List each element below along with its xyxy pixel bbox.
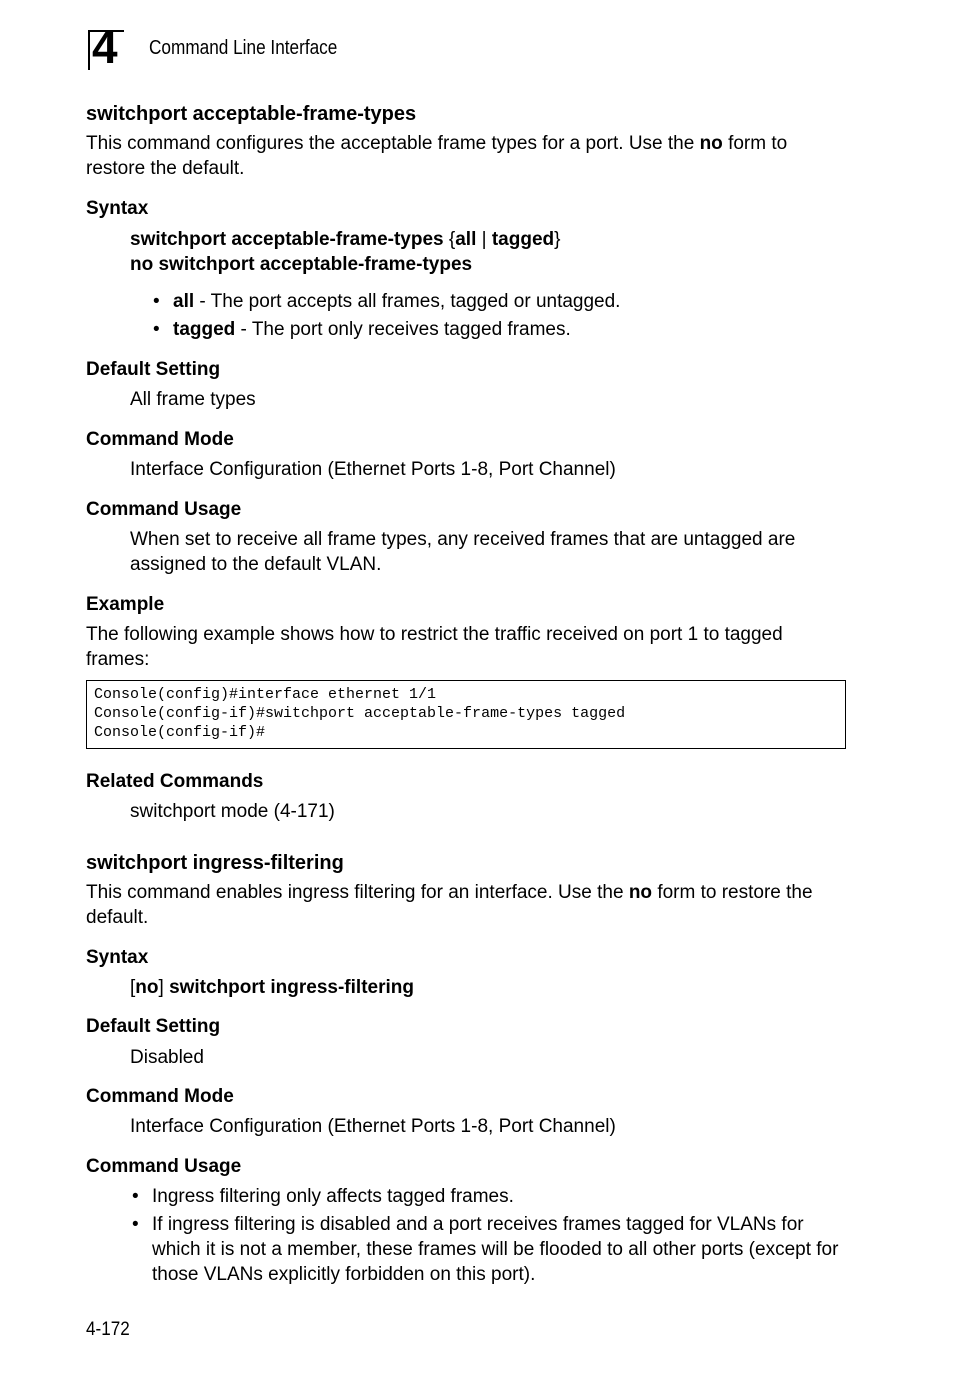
syntax-bracket-close: ]	[158, 977, 170, 998]
description-keyword: no	[628, 882, 653, 903]
code-line: Console(config-if)#switchport acceptable-frame-types tagged	[94, 705, 626, 722]
param-item	[153, 289, 621, 314]
syntax-no-command: no switchport acceptable-frame-types	[130, 254, 473, 275]
command-mode-value: Interface Configuration (Ethernet Ports 1-8, Port Channel)	[130, 1116, 616, 1137]
command-mode-value: Interface Configuration (Ethernet Ports 1-8, Port Channel)	[130, 459, 616, 480]
syntax-heading: Syntax	[86, 947, 149, 968]
syntax-option-all: all	[455, 229, 477, 250]
syntax-no-keyword: no	[135, 977, 159, 998]
param-term: all	[173, 291, 195, 312]
description-text: This command enables ingress filtering for an interface. Use the	[86, 882, 629, 903]
page-number: 4-172	[86, 1319, 130, 1340]
description-keyword: no	[699, 133, 723, 154]
usage-bullet-text: If ingress filtering is disabled and a port receives frames tagged for VLANs for which it is not a member, these frames will be flooded to all other ports (except for those VLANs explicitly forbidden on this port).	[152, 1214, 839, 1285]
command-title-acceptable-frame-types: switchport acceptable-frame-types	[86, 103, 417, 125]
syntax-brace-open: {	[443, 229, 456, 250]
example-heading: Example	[86, 594, 165, 615]
command-description	[86, 880, 846, 930]
default-setting-value: Disabled	[130, 1047, 204, 1068]
syntax-no-form	[130, 252, 846, 277]
related-command-link[interactable]: switchport mode (4-171)	[130, 801, 335, 822]
usage-bullet	[132, 1184, 846, 1209]
bullet-marker: •	[153, 291, 160, 312]
syntax-option-tagged: tagged	[491, 229, 555, 250]
example-text: The following example shows how to restrict the traffic received on port 1 to tagged frames:	[86, 624, 783, 670]
syntax-command: switchport ingress-filtering	[169, 977, 414, 998]
description-text-end: form to restore the default.	[86, 882, 813, 928]
usage-bullet	[132, 1212, 846, 1287]
command-usage-text: When set to receive all frame types, any received frames that are untagged are assigned to the default VLAN.	[130, 529, 796, 575]
command-usage-heading: Command Usage	[86, 1156, 242, 1177]
syntax-bracket-open: [	[130, 977, 136, 998]
default-setting-heading: Default Setting	[86, 359, 221, 380]
command-description	[86, 131, 846, 181]
bullet-marker: •	[132, 1214, 139, 1235]
code-example-box	[86, 680, 846, 749]
param-term: tagged	[173, 319, 236, 340]
command-title-ingress-filtering: switchport ingress-filtering	[86, 852, 344, 874]
usage-bullet-text: Ingress filtering only affects tagged frames.	[152, 1186, 514, 1207]
command-mode-heading: Command Mode	[86, 429, 234, 450]
syntax-line	[130, 227, 846, 252]
chapter-number-mark	[88, 21, 128, 73]
default-setting-value: All frame types	[130, 389, 256, 410]
default-setting-heading: Default Setting	[86, 1016, 221, 1037]
chapter-number: 4	[92, 21, 118, 73]
param-desc: - The port only receives tagged frames.	[235, 319, 571, 340]
syntax-brace-close: }	[554, 229, 561, 250]
description-text: This command configures the acceptable frame types for a port. Use the	[86, 133, 700, 154]
code-line: Console(config-if)#	[94, 724, 266, 741]
bullet-marker: •	[153, 319, 160, 340]
syntax-heading: Syntax	[86, 198, 149, 219]
command-mode-heading: Command Mode	[86, 1086, 234, 1107]
command-usage-heading: Command Usage	[86, 499, 242, 520]
code-line: Console(config)#interface ethernet 1/1	[94, 686, 437, 703]
chapter-mark-vertical-rule	[88, 30, 90, 70]
syntax-line	[130, 975, 846, 1000]
param-item	[153, 317, 571, 342]
related-commands-heading: Related Commands	[86, 771, 264, 792]
running-header-title: Command Line Interface	[149, 37, 338, 59]
bullet-marker: •	[132, 1186, 139, 1207]
param-desc: - The port accepts all frames, tagged or untagged.	[194, 291, 621, 312]
description-text-end: form to restore the default.	[86, 133, 788, 179]
syntax-separator: |	[476, 229, 492, 250]
syntax-command: switchport acceptable-frame-types	[130, 229, 444, 250]
